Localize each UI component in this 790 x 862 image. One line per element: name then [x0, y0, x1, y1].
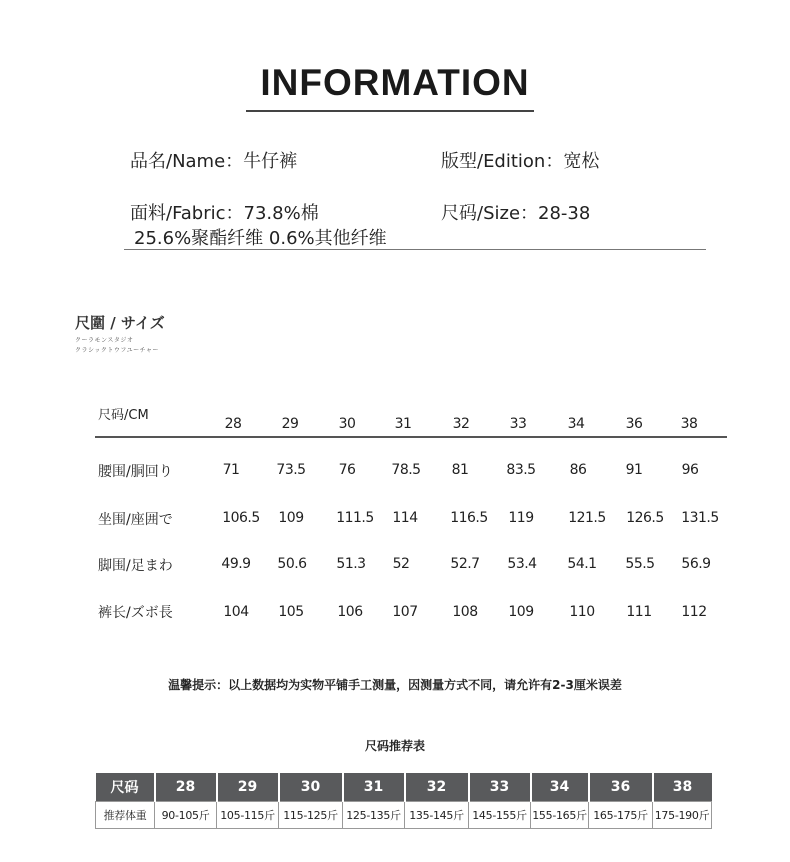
- size-cell: 110: [569, 604, 595, 620]
- recommend-weight: 125-135斤: [343, 802, 405, 829]
- size-cell: 73.5: [276, 462, 306, 478]
- info-edition: 版型/Edition：宽松: [441, 151, 600, 172]
- size-cell: 109: [508, 604, 534, 620]
- size-cell: 107: [392, 604, 418, 620]
- size-cell: 49.9: [221, 556, 251, 572]
- size-cell: 114: [392, 510, 418, 526]
- size-cell: 56.9: [681, 556, 711, 572]
- size-cell: 83.5: [506, 462, 536, 478]
- size-cell: 119: [508, 510, 534, 526]
- size-cell: 71: [222, 462, 240, 478]
- size-col-header: 29: [281, 416, 299, 432]
- size-cell: 50.6: [277, 556, 307, 572]
- size-section-subtitle-2: クラシックトウフユーチャー: [75, 347, 159, 354]
- size-cell: 105: [278, 604, 304, 620]
- size-cell: 96: [681, 462, 699, 478]
- recommend-size: 29: [217, 773, 279, 802]
- size-col-header: 34: [567, 416, 585, 432]
- size-col-header: 30: [338, 416, 356, 432]
- recommend-weight: 165-175斤: [589, 802, 653, 829]
- size-row-label-leg: 脚围/足まわ: [98, 558, 173, 574]
- size-row-label-hip: 坐围/座囲で: [98, 512, 173, 528]
- recommend-header-label: 尺码: [96, 773, 155, 802]
- size-table-header-label: 尺码/CM: [98, 408, 149, 423]
- size-cell: 121.5: [568, 510, 606, 526]
- title-underline: [246, 110, 534, 112]
- recommend-size: 30: [279, 773, 343, 802]
- size-col-header: 28: [224, 416, 242, 432]
- recommend-size: 31: [343, 773, 405, 802]
- size-cell: 52: [392, 556, 410, 572]
- page-title: INFORMATION: [260, 62, 530, 103]
- size-cell: 108: [452, 604, 478, 620]
- recommend-weight: 105-115斤: [217, 802, 279, 829]
- size-cell: 104: [223, 604, 249, 620]
- measurement-note: 温馨提示：以上数据均为实物平铺手工测量，因测量方式不同，请允许有2-3厘米误差: [168, 678, 622, 692]
- size-cell: 126.5: [626, 510, 664, 526]
- size-col-header: 33: [509, 416, 527, 432]
- recommend-row-label: 推荐体重: [96, 802, 155, 829]
- size-cell: 55.5: [625, 556, 655, 572]
- size-cell: 109: [278, 510, 304, 526]
- info-divider: [124, 249, 706, 250]
- size-cell: 76: [338, 462, 356, 478]
- recommend-size: 36: [589, 773, 653, 802]
- size-col-header: 38: [680, 416, 698, 432]
- recommend-weight: 115-125斤: [279, 802, 343, 829]
- size-cell: 106.5: [222, 510, 260, 526]
- recommend-title: 尺码推荐表: [364, 739, 425, 753]
- size-cell: 112: [681, 604, 707, 620]
- size-cell: 53.4: [507, 556, 537, 572]
- size-cell: 81: [451, 462, 469, 478]
- size-cell: 52.7: [450, 556, 480, 572]
- size-cell: 116.5: [450, 510, 488, 526]
- recommend-weight: 90-105斤: [155, 802, 217, 829]
- size-section-subtitle-1: クーラモンスタジオ: [75, 337, 134, 344]
- recommend-weight: 145-155斤: [469, 802, 531, 829]
- size-cell: 54.1: [567, 556, 597, 572]
- size-col-header: 32: [452, 416, 470, 432]
- size-row-label-waist: 腰围/胴回り: [98, 464, 173, 480]
- recommend-size: 32: [405, 773, 469, 802]
- recommend-weight-row: [96, 802, 712, 829]
- size-cell: 111: [626, 604, 652, 620]
- size-col-header: 31: [394, 416, 412, 432]
- recommend-weight: 175-190斤: [653, 802, 712, 829]
- size-cell: 91: [625, 462, 643, 478]
- size-table-divider: [95, 436, 727, 438]
- recommend-header-row: [96, 773, 712, 802]
- recommend-weight: 135-145斤: [405, 802, 469, 829]
- recommend-table: [95, 773, 712, 829]
- info-size: 尺码/Size：28-38: [441, 203, 591, 224]
- recommend-size: 34: [531, 773, 589, 802]
- size-cell: 86: [569, 462, 587, 478]
- recommend-size: 38: [653, 773, 712, 802]
- recommend-weight: 155-165斤: [531, 802, 589, 829]
- size-col-header: 36: [625, 416, 643, 432]
- recommend-size: 33: [469, 773, 531, 802]
- recommend-size: 28: [155, 773, 217, 802]
- info-fabric-line2: 25.6%聚酯纤维 0.6%其他纤维: [134, 228, 387, 249]
- info-name: 品名/Name：牛仔裤: [130, 151, 298, 172]
- size-cell: 78.5: [391, 462, 421, 478]
- info-fabric-line1: 面料/Fabric：73.8%棉: [130, 203, 319, 224]
- size-cell: 106: [337, 604, 363, 620]
- size-cell: 111.5: [336, 510, 374, 526]
- size-section-title: 尺圍 / サイズ: [75, 314, 165, 332]
- size-row-label-length: 裤长/ズボ長: [98, 605, 173, 621]
- size-cell: 131.5: [681, 510, 719, 526]
- size-cell: 51.3: [336, 556, 366, 572]
